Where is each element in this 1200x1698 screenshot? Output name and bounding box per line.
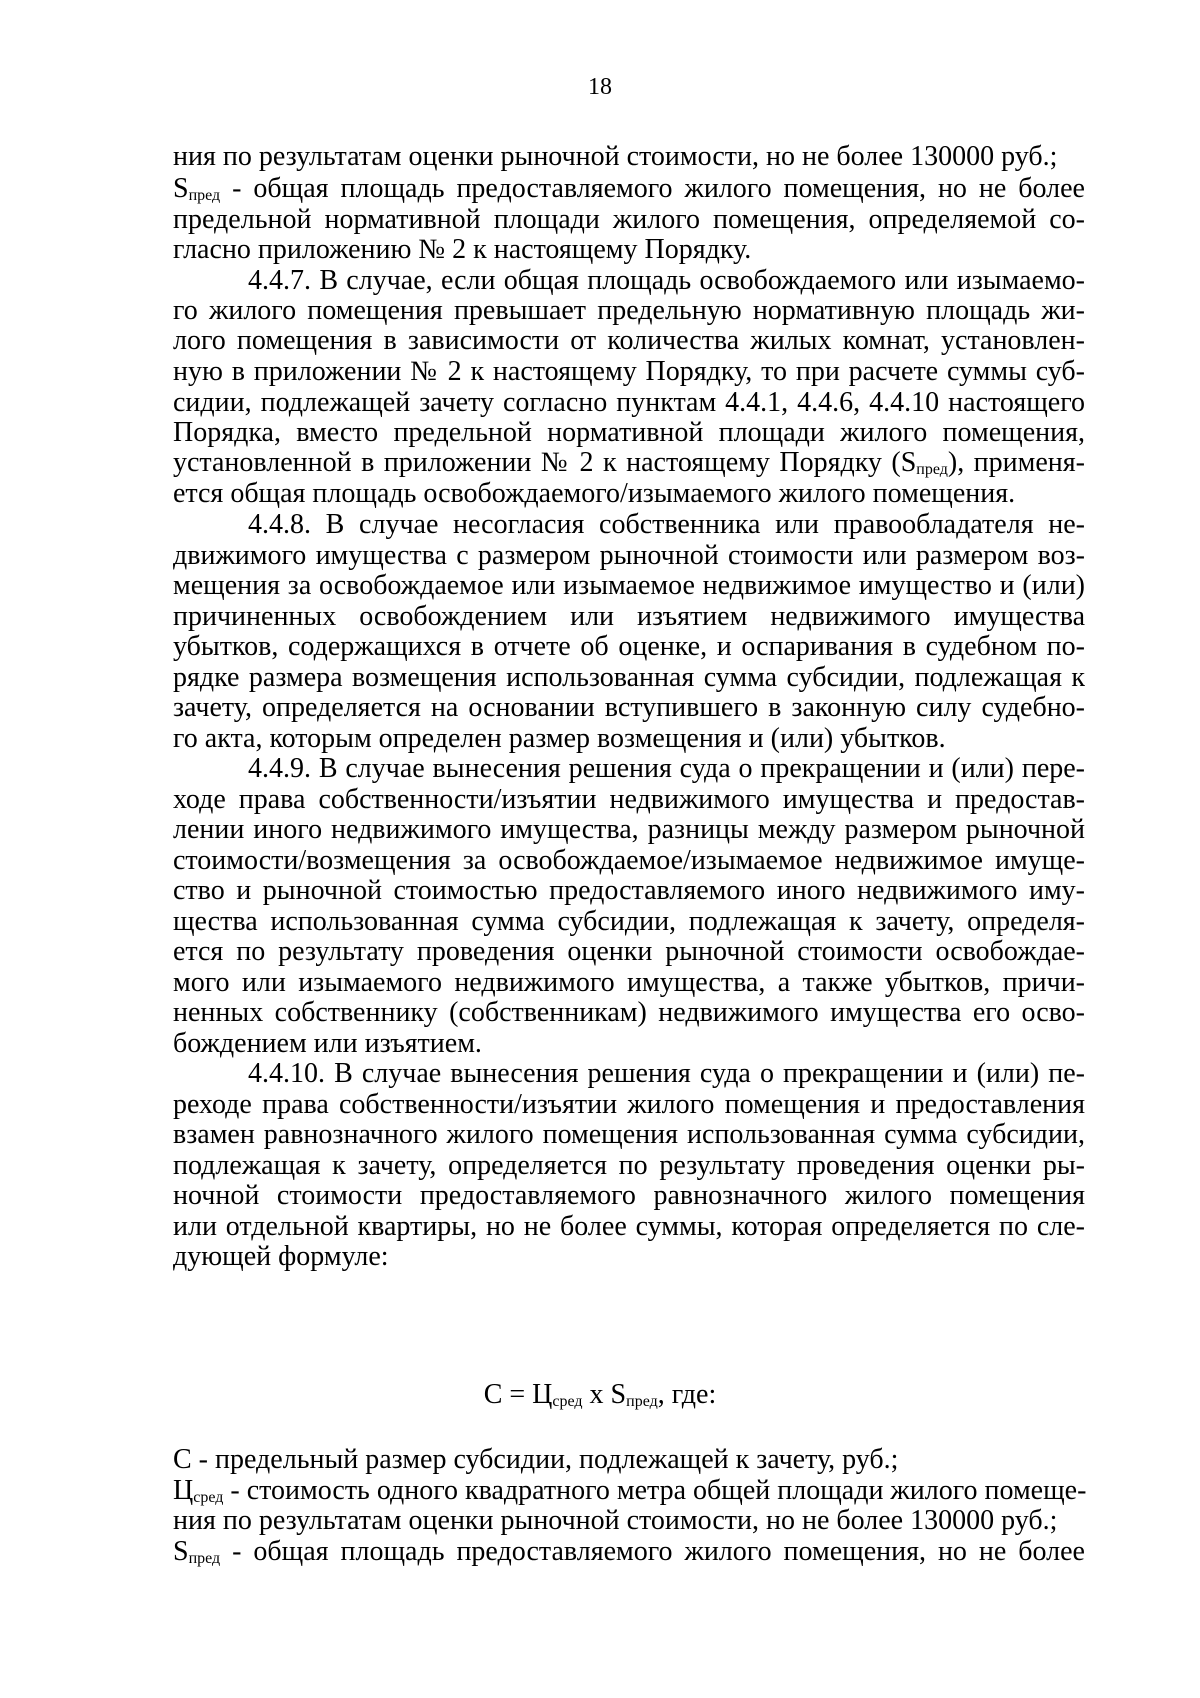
text-line: лого помещения в зависимости от количества жилых комнат, установлен- [173,325,1085,356]
definition-text: - общая площадь предоставляемого жилого помещения, но не более [220,1536,1085,1567]
text-line: зачету, определяется на основании вступившего в законную силу судебно- [173,692,1085,723]
formula-part: , где: [657,1379,717,1410]
text-line: или отдельной квартиры, но не более суммы, которая определяется по сле- [173,1211,1085,1242]
definition-text: - стоимость одного квадратного метра общей площади жилого помеще- [223,1475,1087,1506]
text-line: мещения за освобождаемое или изымаемое недвижимое имущество и (или) [173,570,1085,601]
text-line: убытков, содержащихся в отчете об оценке, и оспаривания в судебном по- [173,631,1085,662]
page-number: 18 [588,74,612,100]
text-line-definition-s-pred [173,172,1085,206]
text-line: щества использованная сумма субсидии, подлежащая к зачету, определя- [173,906,1085,937]
text-line: бождением или изъятием. [173,1028,482,1059]
text-line: ется по результату проведения оценки рыночной стоимости освобождае- [173,936,1085,967]
text-line: рядке размера возмещения использованная сумма субсидии, подлежащая к [173,662,1085,693]
text-line-with-s-pred [173,446,1085,480]
definition-text: - общая площадь предоставляемого жилого помещения, но не более [220,173,1085,204]
text-line: стоимости/возмещения за освобождаемое/изымаемое недвижимое имуще- [173,845,1085,876]
text-line: го акта, которым определен размер возмещения и (или) убытков. [173,723,946,754]
text-line: ненных собственнику (собственникам) недвижимого имущества его осво- [173,997,1085,1028]
paragraph-4-4-10-start: 4.4.10. В случае вынесения решения суда о прекращении и (или) пе- [248,1058,1085,1089]
text-segment: ), применя- [947,447,1085,478]
text-segment: установленной в приложении № 2 к настоящему Порядку (S [173,447,917,478]
symbol-c: Ц [173,1475,194,1506]
symbol-s: S [173,1536,189,1567]
text-line-definition-s-pred [173,1535,1085,1569]
text-line: ночной стоимости предоставляемого равнозначного жилого помещения [173,1180,1085,1211]
text-line: ную в приложении № 2 к настоящему Порядку, то при расчете суммы суб- [173,356,1085,387]
subscript-pred: пред [188,187,221,204]
symbol-s: S [173,173,189,204]
text-line: подлежащая к зачету, определяется по результату проведения оценки ры- [173,1150,1085,1181]
text-line: предельной нормативной площади жилого помещения, определяемой со- [173,204,1085,235]
text-line: ство и рыночной стоимостью предоставляемого иного недвижимого иму- [173,875,1085,906]
paragraph-4-4-9-start: 4.4.9. В случае вынесения решения суда о прекращении и (или) пере- [248,753,1085,784]
subscript-pred: пред [916,461,948,478]
paragraph-4-4-7-start: 4.4.7. В случае, если общая площадь освобождаемого или изымаемо- [248,265,1085,296]
text-line: причиненных освобождением или изъятием недвижимого имущества [173,601,1085,632]
subscript-pred: пред [188,1550,221,1567]
subscript-sred: сред [552,1393,583,1410]
text-line: движимого имущества с размером рыночной стоимости или размером воз- [173,540,1085,571]
formula-part: C = Ц [483,1379,553,1410]
text-line: лении иного недвижимого имущества, разницы между размером рыночной [173,814,1085,845]
text-line: Порядка, вместо предельной нормативной площади жилого помещения, [173,417,1085,448]
subscript-pred: пред [626,1393,658,1410]
formula-part: x S [582,1379,627,1410]
text-line: ния по результатам оценки рыночной стоимости, но не более 130000 руб.; [173,141,1058,172]
text-line: гласно приложению № 2 к настоящему Порядку. [173,234,752,265]
formula [0,1378,1200,1412]
text-line-definition-c-sred [173,1474,1085,1508]
text-line: ется общая площадь освобождаемого/изымаемого жилого помещения. [173,478,1016,509]
subscript-sred: сред [193,1489,224,1506]
text-line: сидии, подлежащей зачету согласно пунктам 4.4.1, 4.4.6, 4.4.10 настоящего [173,387,1085,418]
text-line: мого или изымаемого недвижимого имущества, а также убытков, причи- [173,967,1085,998]
text-line: C - предельный размер субсидии, подлежащей к зачету, руб.; [173,1444,899,1475]
paragraph-4-4-8-start: 4.4.8. В случае несогласия собственника или правообладателя не- [248,509,1085,540]
text-line: ния по результатам оценки рыночной стоимости, но не более 130000 руб.; [173,1505,1058,1536]
text-line: взамен равнозначного жилого помещения использованная сумма субсидии, [173,1119,1085,1150]
text-line: дующей формуле: [173,1241,389,1272]
text-line: реходе права собственности/изъятии жилого помещения и предоставления [173,1089,1085,1120]
text-line: ходе права собственности/изъятии недвижимого имущества и предостав- [173,784,1085,815]
text-line: го жилого помещения превышает предельную нормативную площадь жи- [173,295,1085,326]
